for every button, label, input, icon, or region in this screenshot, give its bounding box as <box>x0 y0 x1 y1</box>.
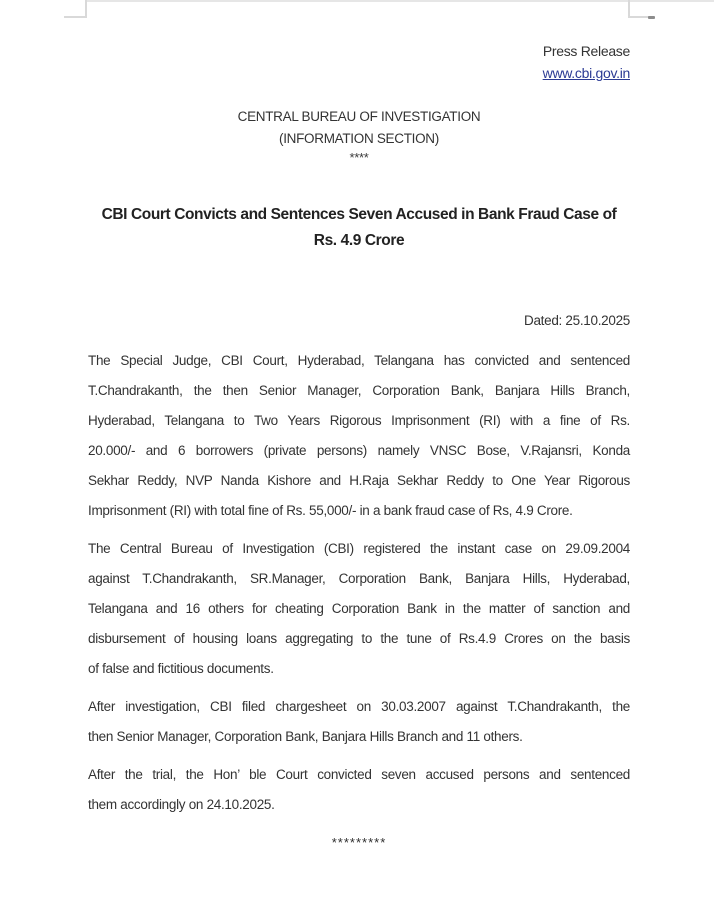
header-right-block <box>88 40 630 84</box>
paragraph-line: The Central Bureau of Investigation (CBI) registered the instant case on 29.09.2004 <box>88 541 630 556</box>
paragraph-1 <box>88 346 630 526</box>
paragraph-line: Telangana and 16 others for cheating Corporation Bank in the matter of sanction and <box>88 601 630 616</box>
document-title <box>88 202 630 254</box>
paragraph-line: of false and fictitious documents. <box>88 661 274 676</box>
paragraph-3 <box>88 692 630 752</box>
paragraph-line: Hyderabad, Telangana to Two Years Rigorous Imprisonment (RI) with a fine of Rs. <box>88 413 630 428</box>
paragraph-line: against T.Chandrakanth, SR.Manager, Corporation Bank, Banjara Hills, Hyderabad, <box>88 571 630 586</box>
document-content <box>88 40 630 858</box>
paragraph-line: After investigation, CBI filed chargesheet on 30.03.2007 against T.Chandrakanth, the <box>88 699 630 714</box>
crop-mark-top-right <box>628 0 650 18</box>
paragraph-line: them accordingly on 24.10.2025. <box>88 797 275 812</box>
scan-smudge <box>648 16 655 19</box>
press-release-label: Press Release <box>542 43 630 59</box>
document-title-line1: CBI Court Convicts and Sentences Seven Accused in Bank Fraud Case of <box>101 206 617 223</box>
paragraph-line: The Special Judge, CBI Court, Hyderabad, Telangana has convicted and sentenced <box>88 353 630 368</box>
paragraph-line: disbursement of housing loans aggregating to the tune of Rs.4.9 Crores on the basis <box>88 631 630 646</box>
paragraph-line: Imprisonment (RI) with total fine of Rs. 55,000/- in a bank fraud case of Rs, 4.9 Crore. <box>88 503 573 518</box>
header-separator: **** <box>349 150 369 165</box>
org-name: CENTRAL BUREAU OF INVESTIGATION <box>237 109 481 124</box>
cbi-website-link[interactable]: www.cbi.gov.in <box>542 65 630 81</box>
org-header <box>88 106 630 166</box>
paragraph-line: Sekhar Reddy, NVP Nanda Kishore and H.Raja Sekhar Reddy to One Year Rigorous <box>88 473 630 488</box>
crop-mark-top-left <box>64 0 87 18</box>
paragraph-4 <box>88 760 630 820</box>
paragraph-line: 20.000/- and 6 borrowers (private persons) namely VNSC Bose, V.Rajansri, Konda <box>88 443 630 458</box>
paragraph-line: T.Chandrakanth, the then Senior Manager, Corporation Bank, Banjara Hills Branch, <box>88 383 630 398</box>
org-section: (INFORMATION SECTION) <box>279 131 439 146</box>
date-line: Dated: 25.10.2025 <box>524 313 630 328</box>
paragraph-line: After the trial, the Hon’ ble Court convicted seven accused persons and sentenced <box>88 767 630 782</box>
page-top-edge <box>85 0 714 2</box>
paragraph-line: then Senior Manager, Corporation Bank, Banjara Hills Branch and 11 others. <box>88 729 523 744</box>
end-separator: ********* <box>331 835 387 850</box>
paragraph-2 <box>88 534 630 684</box>
document-title-line2: Rs. 4.9 Crore <box>313 232 405 249</box>
